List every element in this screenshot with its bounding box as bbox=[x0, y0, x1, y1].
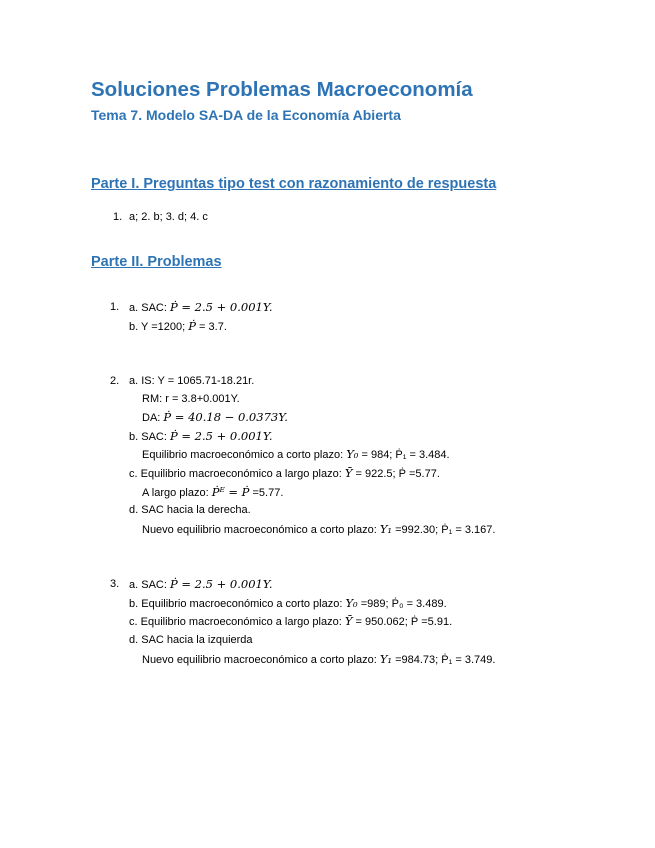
answer-label: d. bbox=[129, 504, 139, 516]
answer-math: Y₀ bbox=[345, 596, 358, 610]
answer-math: Ṗᴱ = Ṗ bbox=[211, 485, 250, 499]
answer-text: IS: Y = 1065.71-18.21r. bbox=[141, 375, 255, 387]
answer-line bbox=[129, 503, 251, 517]
answer-text: Equilibrio macroeconómico a largo plazo: bbox=[140, 468, 345, 480]
answer-text: Equilibrio macroeconómico a corto plazo: bbox=[142, 449, 347, 461]
answer-line bbox=[142, 447, 450, 462]
answer-line bbox=[129, 374, 254, 388]
answer-text: Equilibrio macroeconómico a corto plazo: bbox=[141, 598, 346, 610]
answer-line bbox=[129, 596, 447, 611]
answer-label: b. bbox=[129, 321, 139, 333]
answer-after: =989; Ṗ₀ = 3.489. bbox=[357, 598, 447, 610]
part1-heading: Parte I. Preguntas tipo test con razonamiento de respuesta bbox=[91, 176, 497, 192]
answer-math: Ṗ = 2.5 + 0.001Y. bbox=[169, 300, 273, 314]
answer-line bbox=[129, 429, 273, 444]
answer-text: Nuevo equilibrio macroeconómico a corto plazo: bbox=[142, 654, 380, 666]
answer-label: c. bbox=[129, 468, 138, 480]
answer-line bbox=[129, 319, 227, 334]
answer-after: =992.30; Ṗ₁ = 3.167. bbox=[392, 524, 496, 536]
answer-line bbox=[129, 300, 273, 315]
answer-text: Nuevo equilibrio macroeconómico a corto plazo: bbox=[142, 524, 380, 536]
answer-math: Y₀ bbox=[346, 447, 359, 461]
document-title: Soluciones Problemas Macroeconomía bbox=[91, 78, 473, 101]
answer-after: = 3.7. bbox=[196, 321, 227, 333]
answer-math: Ṗ = 2.5 + 0.001Y. bbox=[169, 429, 273, 443]
answer-math: Ṗ = 2.5 + 0.001Y. bbox=[169, 577, 273, 591]
answer-math: Ȳ bbox=[344, 614, 353, 628]
answer-line bbox=[142, 410, 288, 425]
answer-after: =5.77. bbox=[249, 487, 284, 499]
answer-text: SAC: bbox=[141, 431, 170, 443]
answer-label: c. bbox=[129, 616, 138, 628]
answer-label: d. bbox=[129, 634, 139, 646]
answer-math: Ṗ = 40.18 − 0.0373Y. bbox=[163, 410, 288, 424]
answer-text: SAC hacia la derecha. bbox=[141, 504, 251, 516]
answer-text: RM: r = 3.8+0.001Y. bbox=[142, 393, 240, 405]
part1-answers: a; 2. b; 3. d; 4. c bbox=[129, 211, 208, 223]
answer-after: =984.73; Ṗ₁ = 3.749. bbox=[392, 654, 496, 666]
problem-number: 3. bbox=[110, 578, 120, 590]
part2-heading: Parte II. Problemas bbox=[91, 254, 222, 270]
answer-line bbox=[142, 485, 283, 500]
answer-line bbox=[129, 466, 440, 481]
answer-line bbox=[129, 577, 273, 592]
answer-label: b. bbox=[129, 598, 139, 610]
answer-text: SAC: bbox=[141, 302, 170, 314]
answer-text: Y =1200; bbox=[141, 321, 189, 333]
document-subtitle: Tema 7. Modelo SA-DA de la Economía Abierta bbox=[91, 107, 401, 123]
answer-text: A largo plazo: bbox=[142, 487, 212, 499]
answer-text: SAC: bbox=[141, 579, 170, 591]
answer-text: DA: bbox=[142, 412, 164, 424]
answer-line bbox=[142, 522, 495, 537]
part1-number: 1. bbox=[113, 211, 123, 223]
answer-math: Ȳ bbox=[344, 466, 353, 480]
answer-text: Equilibrio macroeconómico a largo plazo: bbox=[140, 616, 345, 628]
problem-number: 1. bbox=[110, 301, 120, 313]
answer-label: a. bbox=[129, 302, 139, 314]
answer-line bbox=[129, 633, 253, 647]
answer-label: b. bbox=[129, 431, 139, 443]
answer-label: a. bbox=[129, 375, 139, 387]
answer-after: = 950.062; Ṗ =5.91. bbox=[352, 616, 453, 628]
answer-line bbox=[129, 614, 452, 629]
answer-after: = 922.5; Ṗ =5.77. bbox=[352, 468, 440, 480]
answer-math: Y₁ bbox=[379, 522, 393, 536]
answer-after: = 984; Ṗ₁ = 3.484. bbox=[358, 449, 450, 461]
answer-line bbox=[142, 392, 240, 406]
problem-number: 2. bbox=[110, 375, 120, 387]
answer-label: a. bbox=[129, 579, 139, 591]
answer-math: Y₁ bbox=[379, 652, 393, 666]
answer-text: SAC hacia la izquierda bbox=[141, 634, 253, 646]
answer-math: Ṗ bbox=[188, 319, 196, 333]
answer-line bbox=[142, 652, 495, 667]
